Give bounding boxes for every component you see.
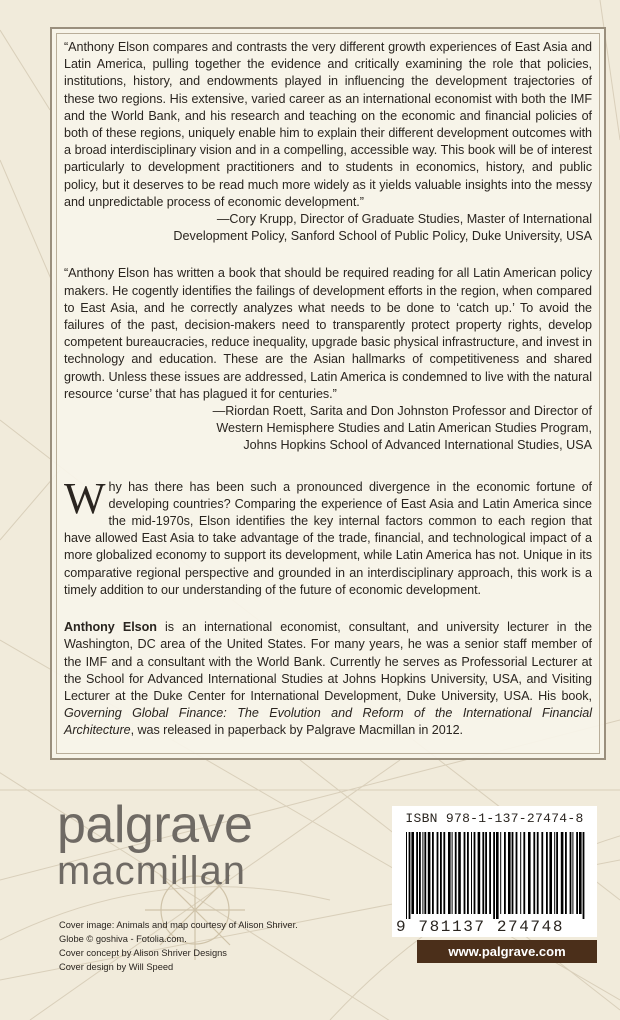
barcode-bar (516, 832, 518, 914)
barcode-bar (471, 832, 472, 914)
barcode-bar (489, 832, 491, 914)
barcode-bar (478, 832, 481, 914)
barcode-bar (448, 832, 451, 914)
barcode-bar (419, 832, 421, 914)
barcode-bar (583, 832, 585, 919)
barcode-bar (570, 832, 572, 914)
author-bio-text-end: , was released in paperback by Palgrave Macmillan in 2012. (130, 723, 464, 738)
isbn-label: ISBN 978-1-137-27474-8 (405, 811, 584, 826)
barcode-bar (565, 832, 567, 914)
credit-line: Globe © goshiva - Fotolia.com. (59, 934, 187, 944)
barcode-bar (554, 832, 555, 914)
barcode-bar (458, 832, 461, 914)
barcode-bar (467, 832, 469, 914)
author-bio (64, 619, 592, 739)
barcode-bar (504, 832, 506, 914)
quote-2-attribution-line-3: Johns Hopkins School of Advanced International Studies, USA (243, 438, 592, 453)
barcode-bar (440, 832, 442, 914)
barcode-bar (500, 832, 501, 914)
barcode-bar (523, 832, 525, 914)
credit-line: Cover image: Animals and map courtesy of Alison Shriver. (59, 920, 298, 930)
barcode-bar (428, 832, 431, 914)
publisher-logo (57, 796, 287, 906)
publisher-url[interactable]: www.palgrave.com (417, 940, 597, 963)
quote-2-text: “Anthony Elson has written a book that should be required reading for all Latin American policy makers. He cogently identifies the failings of development efforts in the region, when compared to East Asia, and he correctly analyzes what needs to be done to ‘catch up.’ To avoid the failures of the past, decision-makers need to transparently protect property rights, develop competent bureaucracies, reduce inequality, upgrade basic physical infrastructure, and invest in technology and education. These are the Asian hallmarks of competitiveness and shared growth. Unless these issues are addressed, Latin America is condemned to live with the natural resource ‘curse’ that has plagued it for centuries.” (64, 266, 592, 401)
barcode-bar (424, 832, 426, 914)
barcode-bar (464, 832, 466, 914)
quote-2-attribution-line-2: Western Hemisphere Studies and Latin American Studies Program, (216, 421, 592, 436)
logo-macmillan: macmillan (57, 849, 247, 893)
credit-line: Cover design by Will Speed (59, 962, 174, 972)
author-name: Anthony Elson (64, 620, 157, 635)
quote-2-attribution-line-1: —Riordan Roett, Sarita and Don Johnston Professor and Director of (212, 404, 592, 419)
barcode-bar (406, 832, 407, 919)
barcode-bar (537, 832, 539, 914)
quote-1-text: “Anthony Elson compares and contrasts the very different growth experiences of East Asia and Latin America, pulling together the evidence and critically examining the role that policies, institutions, history, and endowments played in influencing the development trajectories of these two regions. His extensive, varied career as an international economist with both the IMF and the World Bank, and his research and teaching on the economic and financial policies of both of these regions, uniquely enable him to explain their different development outcomes with a broad interdisciplinary vision and in a compelling, accessible way. This book will be of interest particularly to development practitioners and to students in economics, history, and public policy, but it deserves to be read much more widely as it yields valuable insights into the messy and unpredictable process of economic development.” (64, 40, 592, 209)
barcode-bar (422, 832, 423, 914)
barcode-bar (443, 832, 445, 914)
barcode-bar (482, 832, 484, 914)
logo-palgrave: palgrave (57, 796, 253, 854)
barcode-bar (520, 832, 521, 914)
barcode-bar (533, 832, 535, 914)
barcode-bar (528, 832, 531, 914)
barcode-bar (452, 832, 453, 914)
cover-credits (59, 918, 298, 974)
description-text: hy has there has been such a pronounced divergence in the economic fortune of developing countries? Comparing the experience of East Asia and Latin America since the mid-1970s, Elson identifies the key internal factors common to each region that have allowed East Asia to take advantage of the trade, financial, and technological impact of a more globalized economy to support its development, while Latin America has not. Unique in its comparative regional perspective and grounded in an interdisciplinary approach, this work is a timely addition to our understanding of the future of economic development. (64, 479, 592, 597)
barcode-bar (493, 832, 495, 919)
barcode-bar (561, 832, 564, 914)
barcode-bar (485, 832, 487, 914)
barcode-bar (416, 832, 418, 914)
barcode-bar (576, 832, 578, 914)
barcode-bar (549, 832, 552, 914)
barcode-bars (402, 832, 590, 919)
barcode-bar (512, 832, 514, 914)
quote-1-attribution-line-1: —Cory Krupp, Director of Graduate Studies, Master of International (216, 212, 592, 227)
barcode-bar (541, 832, 543, 914)
barcode-bar (411, 832, 414, 914)
drop-cap: W (64, 473, 106, 523)
book-description (64, 473, 592, 599)
quote-1-attribution-line-2: Development Policy, Sanford School of Public Policy, Duke University, USA (173, 229, 592, 244)
barcode-bar (579, 832, 582, 914)
barcode-bar (572, 832, 573, 914)
barcode-bar (556, 832, 558, 914)
barcode-bar (474, 832, 476, 914)
barcode-bar (546, 832, 548, 914)
blurb-panel (50, 27, 606, 760)
author-bio-text: is an international economist, consultant, and university lecturer in the Washington, DC area of the United States. For many years, he was a senior staff member of the IMF and a consultant with the World Bank. Currently he serves as Professorial Lecturer at the School for Advanced International Studies at Johns Hopkins University, USA, and Visiting Lecturer at the Duke Center for International Development, Duke University, USA. His book, (64, 620, 592, 703)
barcode-bar (432, 832, 434, 914)
barcode-box (392, 806, 597, 937)
barcode-bar (508, 832, 511, 914)
barcode-bar (496, 832, 499, 919)
barcode-bar (437, 832, 439, 914)
barcode-bar (409, 832, 411, 919)
barcode-bar (455, 832, 457, 914)
previous-book-title: Governing Global Finance: The Evolution and Reform of the International Financial Architecture (64, 706, 592, 738)
credit-line: Cover concept by Alison Shriver Designs (59, 948, 227, 958)
barcode-digits: 9 781137 274748 (396, 918, 565, 936)
